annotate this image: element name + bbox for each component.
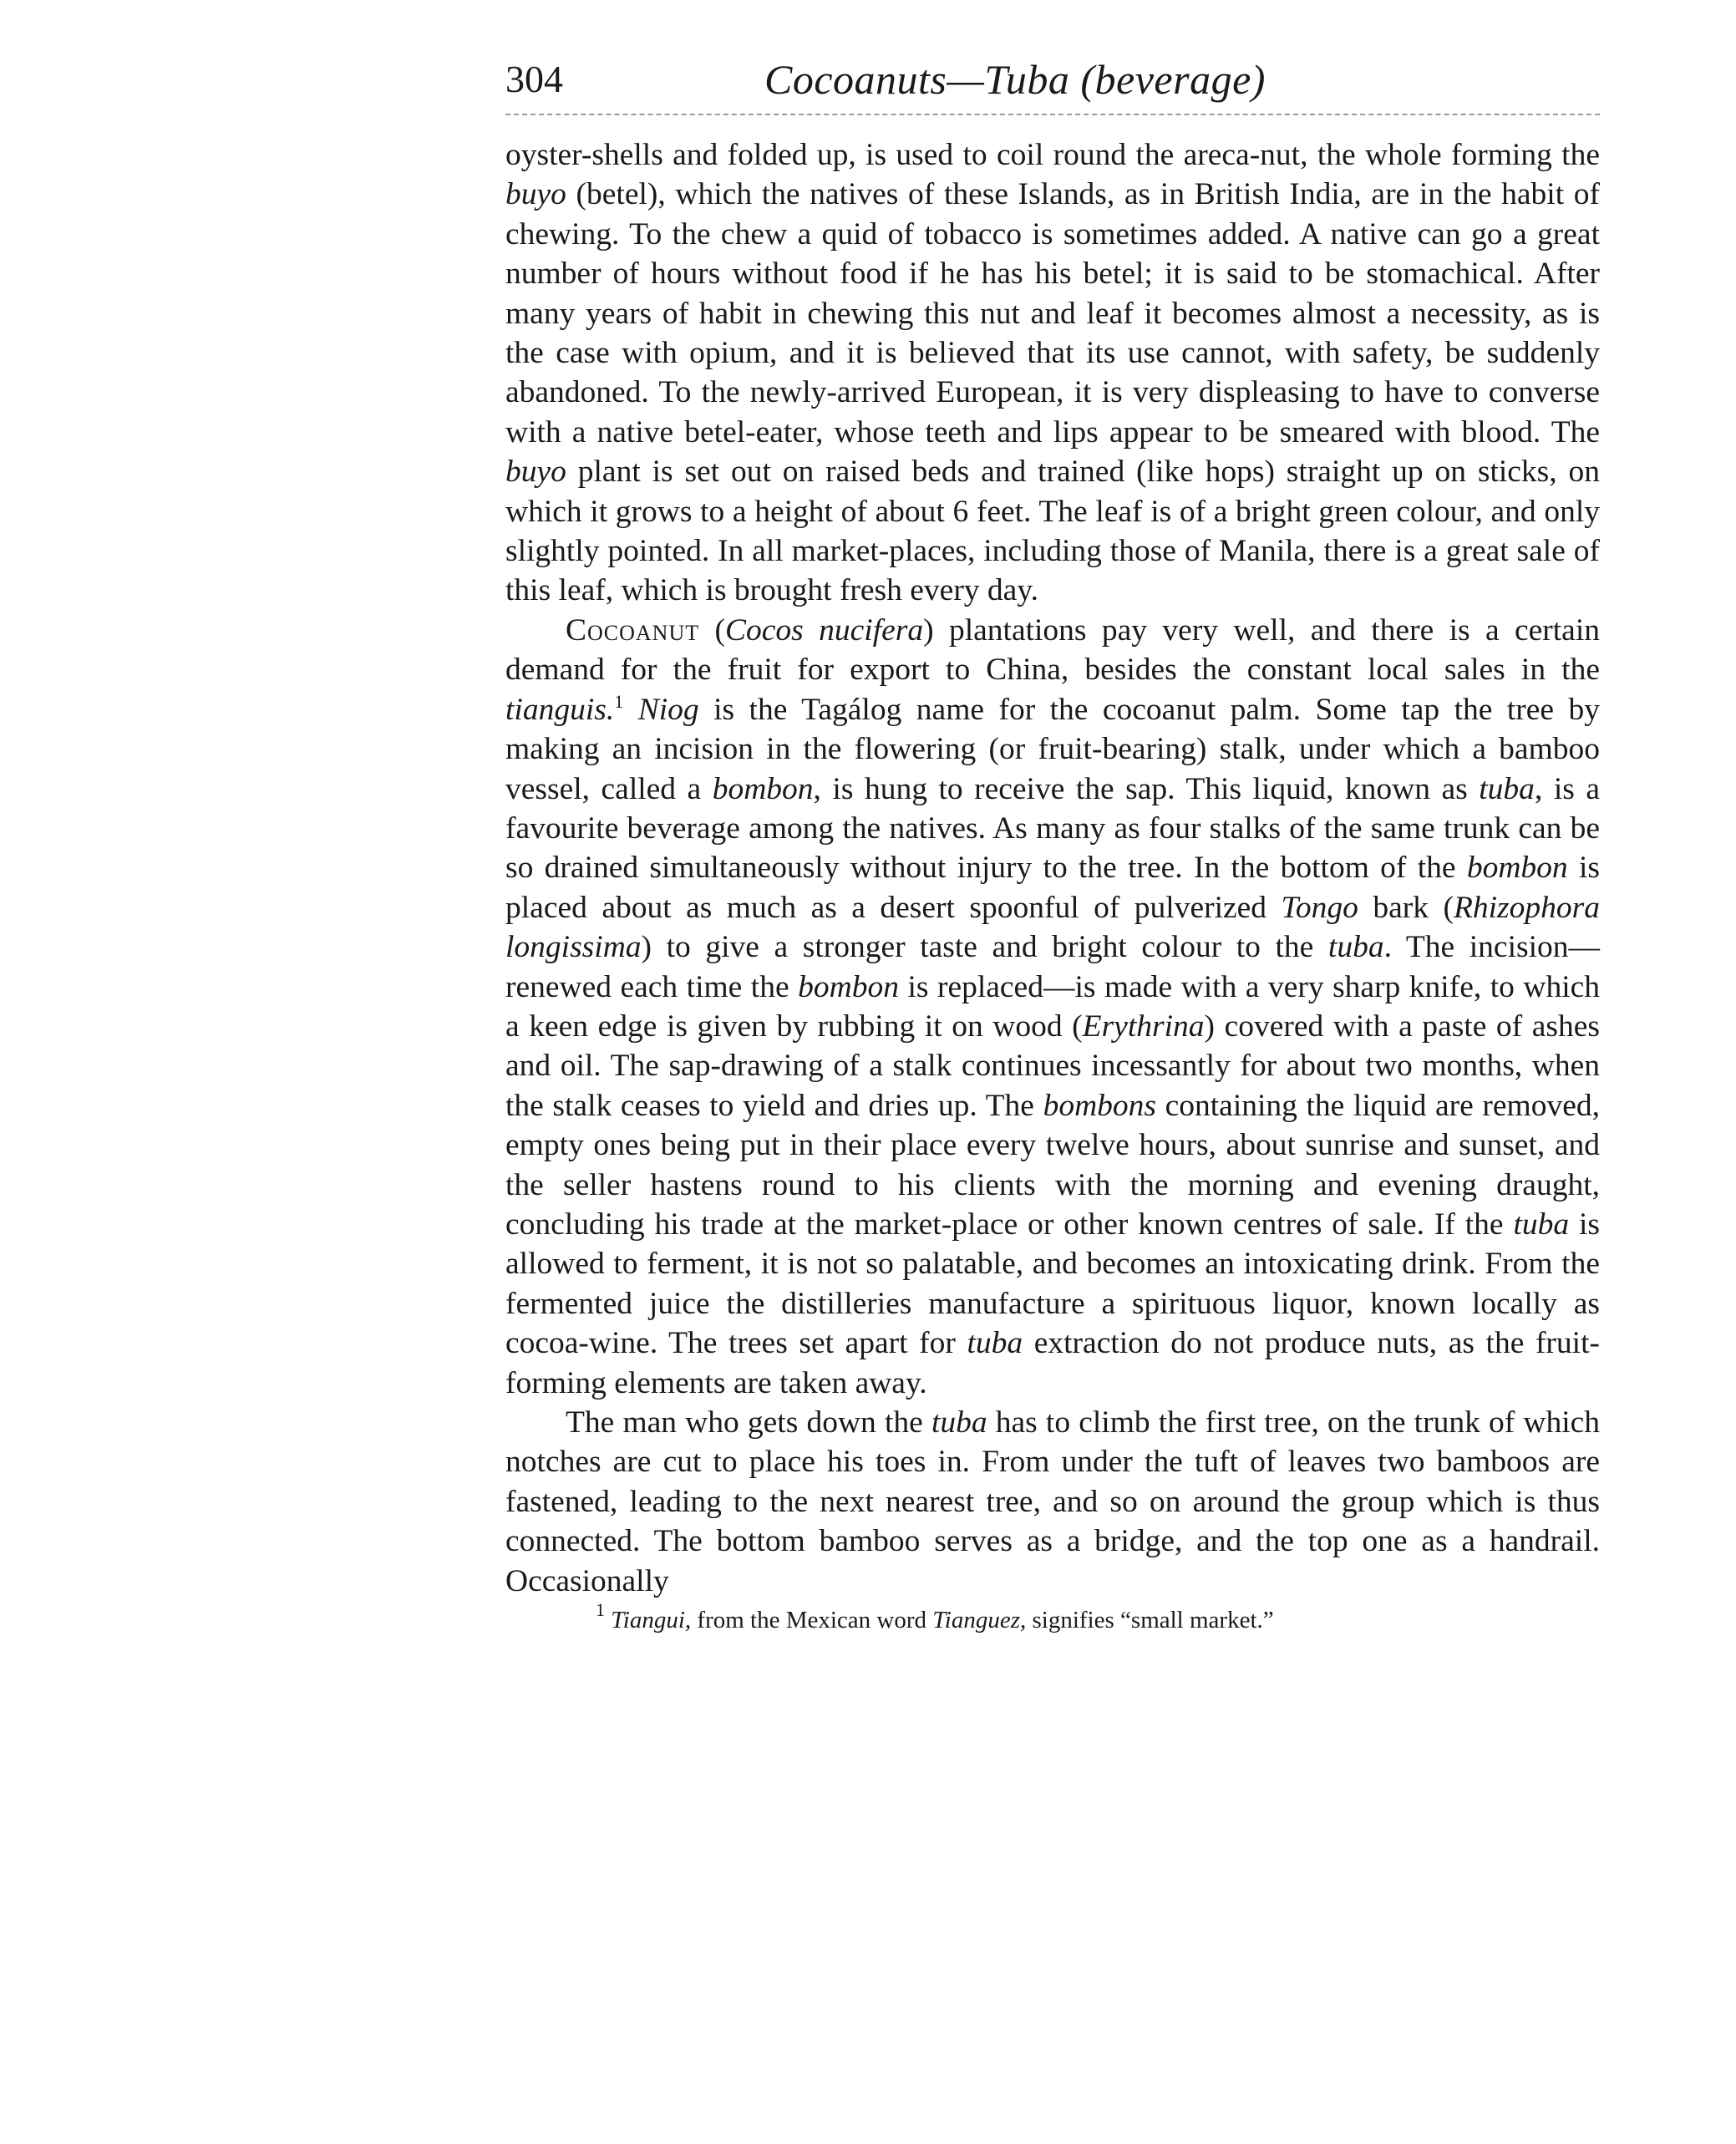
text-run: , is a favourite beverage among the natives. As many as four stalks of the same trunk can be so drained simultaneously without injury to the tree. In the bottom of the bbox=[505, 771, 1600, 886]
text-run: , is hung to receive the sap. This liquid, known as bbox=[813, 771, 1480, 806]
text-run: ) plantations pay very well, and there is a certain demand for the fruit for export to China, besides the constant local sales in the bbox=[505, 612, 1600, 688]
italic-term: buyo bbox=[505, 455, 566, 490]
book-page bbox=[505, 50, 1600, 1636]
text-run: extraction do not produce nuts, as the fruit-forming elements are taken away. bbox=[505, 1326, 1600, 1400]
paragraph-betel bbox=[505, 135, 1600, 611]
italic-term: Tiangui, bbox=[611, 1607, 692, 1634]
text-run: ( bbox=[699, 612, 725, 648]
running-head bbox=[505, 50, 1600, 109]
italic-term: tuba bbox=[967, 1326, 1023, 1361]
text-run bbox=[623, 693, 637, 727]
body-text bbox=[505, 135, 1600, 1601]
footnote-reference[interactable]: 1 bbox=[614, 690, 624, 712]
italic-term: tuba bbox=[1479, 771, 1535, 806]
text-run: ) covered with a paste of ashes and oil. The sap-drawing of a stalk continues incessantly for about two months, when the stalk ceases to yield and dries up. The bbox=[505, 1008, 1600, 1123]
italic-term: tuba bbox=[1513, 1207, 1570, 1242]
italic-term: Rhizophora longissima bbox=[505, 890, 1600, 965]
italic-term: bombon bbox=[798, 969, 899, 1004]
italic-term: Tianguez, bbox=[932, 1607, 1027, 1634]
running-title: Cocoanuts—Tuba (beverage) bbox=[764, 56, 1266, 103]
italic-term: tianguis. bbox=[505, 692, 615, 727]
footnote-mark: 1 bbox=[596, 1599, 605, 1621]
page-number: 304 bbox=[505, 58, 563, 100]
italic-term: Tongo bbox=[1281, 890, 1358, 925]
header-rule bbox=[505, 114, 1600, 115]
paragraph-cocoanut bbox=[505, 611, 1600, 1403]
italic-term: bombon bbox=[1466, 851, 1568, 886]
text-run: has to climb the first tree, on the trunk of which notches are cut to place his toes in. From under the tuft of leaves two bamboos are fastened, leading to the next nearest tree, and so on around the group which is thus connected. The bottom bamboo serves as a bridge, and the top one as a handrail. Occasionally bbox=[505, 1405, 1601, 1598]
text-run: is placed about as much as a desert spoonful of pulverized bbox=[505, 851, 1601, 925]
text-run: signifies “small market.” bbox=[1026, 1607, 1274, 1634]
footnote bbox=[505, 1599, 1600, 1636]
text-run: oyster-shells and folded up, is used to coil round the areca-nut, the whole forming the bbox=[505, 138, 1600, 172]
text-run: is the Tagálog name for the cocoanut palm. Some tap the tree by making an incision in the flowering (or fruit-bearing) stalk, under which a bamboo vessel, called a bbox=[505, 692, 1601, 806]
text-run: from the Mexican word bbox=[691, 1607, 933, 1634]
italic-term: tuba bbox=[1327, 930, 1384, 965]
text-run: is allowed to ferment, it is not so palatable, and becomes an intoxicating drink. From the fermented juice the distilleries manufacture a spirituous liquor, known locally as cocoa-wine. The trees set apart for bbox=[505, 1207, 1600, 1361]
italic-term: Erythrina bbox=[1082, 1008, 1205, 1044]
italic-term: bombons bbox=[1043, 1088, 1156, 1123]
text-run: plant is set out on raised beds and trained (like hops) straight up on sticks, on which it grows to a height of about 6 feet. The leaf is of a bright green colour, and only slightly pointed. In all market-places, including those of Manila, there is a great sale of this leaf, which is brought fresh every day. bbox=[505, 455, 1600, 608]
text-run: (betel), which the natives of these Islands, as in British India, are in the habit of chewing. To the chew a quid of tobacco is sometimes added. A native can go a great number of hours without food if he has his betel; it is said to be stomachical. After many years of habit in chewing this nut and leaf it becomes almost a necessity, as is the case with opium, and it is believed that its use cannot, with safety, be suddenly abandoned. To the newly-arrived European, it is very displeasing to have to converse with a native betel-eater, whose teeth and lips appear to be smeared with blood. The bbox=[505, 177, 1600, 450]
text-run: is replaced—is made with a very sharp knife, to which a keen edge is given by rubbing it on wood ( bbox=[505, 969, 1601, 1044]
text-run: The man who gets down the bbox=[566, 1405, 931, 1440]
italic-term: tuba bbox=[931, 1405, 987, 1440]
text-run: containing the liquid are removed, empty ones being put in their place every twelve hours, about sunrise and sunset, and the seller hastens round to his clients with the morning and evening draught, concluding his trade at the market-place or other known centres of sale. If the bbox=[505, 1088, 1600, 1242]
italic-term: Niog bbox=[637, 692, 699, 727]
text-run: . The incision—renewed each time the bbox=[505, 930, 1601, 1004]
italic-term: Cocos nucifera bbox=[725, 612, 924, 648]
italic-term: buyo bbox=[505, 177, 566, 212]
italic-term: bombon bbox=[712, 771, 814, 806]
paragraph-climbing bbox=[505, 1403, 1600, 1601]
small-caps-term: Cocoanut bbox=[566, 612, 700, 648]
text-run: bark ( bbox=[1358, 890, 1454, 925]
text-run: ) to give a stronger taste and bright colour to the bbox=[641, 930, 1328, 965]
